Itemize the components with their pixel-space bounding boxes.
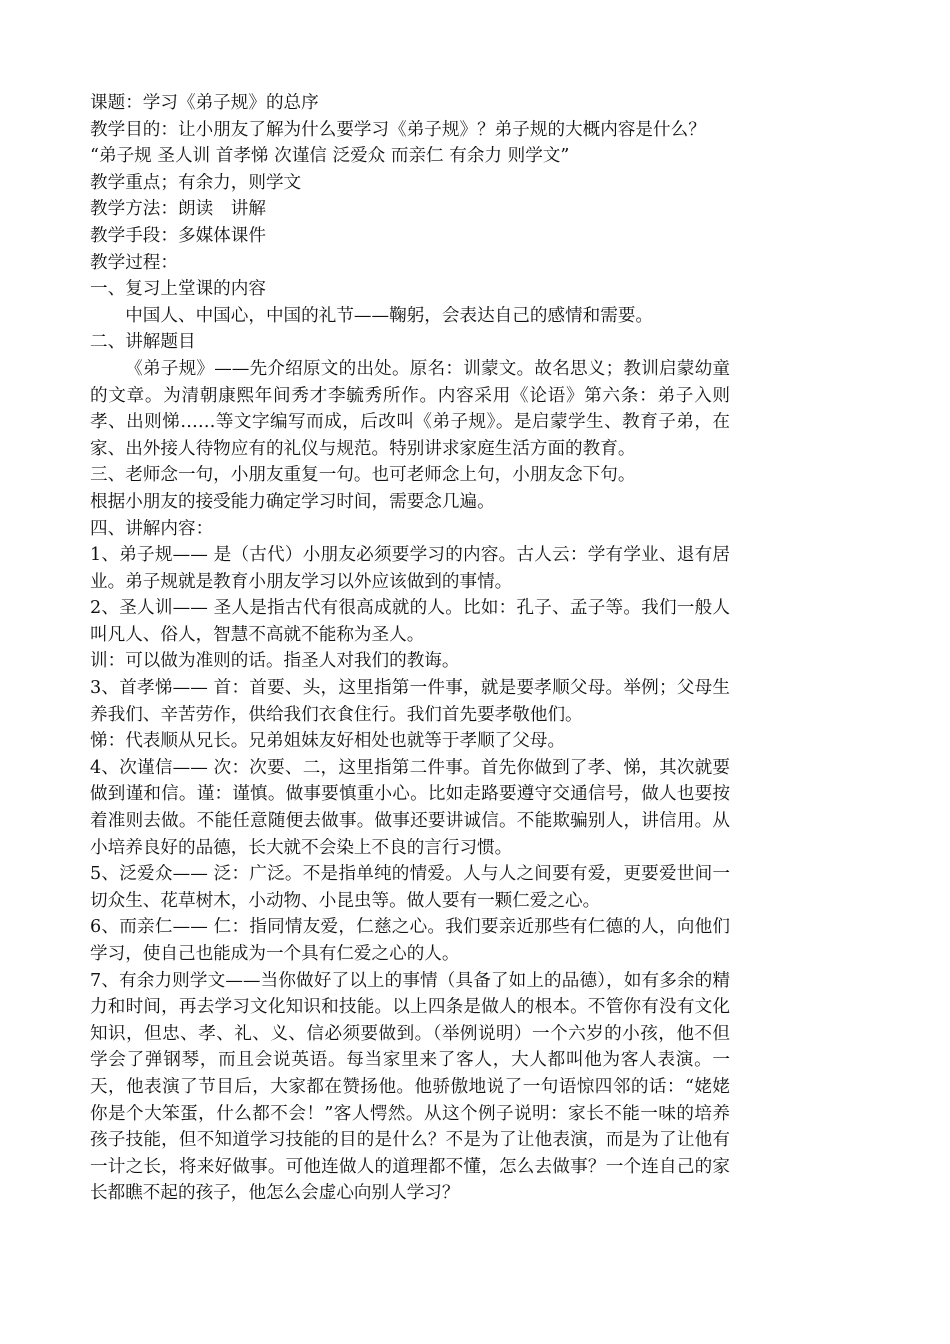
item-5-fanaizhong: 5、泛爱众—— 泛：广泛。不是指单纯的情爱。人与人之间要有爱，更要爱世间一切众生、花草树木，小动物、小昆虫等。做人要有一颗仁爱之心。 bbox=[90, 864, 730, 911]
item-4-cijinxin: 4、次谨信—— 次：次要、二，这里指第二件事。首先你做到了孝、悌，其次就要做到谨和信。谨：谨慎。做事要慎重小心。比如走路要遵守交通信号，做人也要按着准则去做。不能任意随便去做事。做事还要讲诚信。不能欺骗别人，讲信用。从小培养良好的品德，长大就不会染上不良的言行习惯。 bbox=[90, 757, 730, 858]
item-2-xun-note: 训：可以做为准则的话。指圣人对我们的教诲。 bbox=[90, 651, 460, 672]
section-two-heading: 二、讲解题目 bbox=[90, 332, 196, 353]
teaching-process-heading: 教学过程： bbox=[90, 252, 178, 273]
item-6-erqinren: 6、而亲仁—— 仁：指同情友爱，仁慈之心。我们要亲近那些有仁德的人，向他们学习，使自己也能成为一个具有仁爱之心的人。 bbox=[90, 917, 730, 964]
verse-quote: “弟子规 圣人训 首孝悌 次谨信 泛爱众 而亲仁 有余力 则学文” bbox=[90, 146, 570, 167]
section-one-heading: 一、复习上堂课的内容 bbox=[90, 279, 266, 300]
teaching-method: 教学方法：朗读 讲解 bbox=[90, 199, 266, 220]
teaching-means: 教学手段：多媒体课件 bbox=[90, 225, 266, 246]
item-2-shengrenxun: 2、圣人训—— 圣人是指古代有很高成就的人。比如：孔子、孟子等。我们一般人叫凡人、俗人，智慧不高就不能称为圣人。 bbox=[90, 598, 730, 645]
item-7-youyuli: 7、有余力则学文——当你做好了以上的事情（具备了如上的品德），如有多余的精力和时间，再去学习文化知识和技能。以上四条是做人的根本。不管你有没有文化知识，但忠、孝、礼、义、信必须要做到。（举例说明）一个六岁的小孩，他不但学会了弹钢琴，而且会说英语。每当家里来了客人，大人都叫他为客人表演。一天，他表演了节目后，大家都在赞扬他。他骄傲地说了一句语惊四邻的话：“姥姥你是个大笨蛋，什么都不会！”客人愕然。从这个例子说明：家长不能一味的培养孩子技能，但不知道学习技能的目的是什么？不是为了让他表演，而是为了让他有一计之长，将来好做事。可他连做人的道理都不懂，怎么去做事？一个连自己的家长都瞧不起的孩子，他怎么会虚心向别人学习？ bbox=[90, 970, 730, 1204]
teaching-focus: 教学重点；有余力，则学文 bbox=[90, 172, 302, 193]
section-four-heading: 四、讲解内容： bbox=[90, 518, 214, 539]
item-3-shouxiaoti: 3、首孝悌—— 首：首要、头，这里指第一件事，就是要孝顺父母。举例；父母生养我们、辛苦劳作，供给我们衣食住行。我们首先要孝敬他们。 bbox=[90, 678, 730, 725]
item-1-dizigui: 1、弟子规—— 是（古代）小朋友必须要学习的内容。古人云：学有学业、退有居业。弟子规就是教育小朋友学习以外应该做到的事情。 bbox=[90, 545, 730, 592]
teaching-goal: 教学目的：让小朋友了解为什么要学习《弟子规》？弟子规的大概内容是什么？ bbox=[90, 119, 706, 140]
section-three-body: 根据小朋友的接受能力确定学习时间，需要念几遍。 bbox=[90, 491, 495, 512]
section-one-body: 中国人、中国心，中国的礼节——鞠躬，会表达自己的感情和需要。 bbox=[125, 305, 654, 326]
section-three-heading: 三、老师念一句，小朋友重复一句。也可老师念上句，小朋友念下句。 bbox=[90, 465, 636, 486]
lesson-title: 课题：学习《弟子规》的总序 bbox=[90, 93, 319, 113]
section-two-body: 《弟子规》——先介绍原文的出处。原名：训蒙文。故名思义；教训启蒙幼童的文章。为清朝康熙年间秀才李毓秀所作。内容采用《论语》第六条：弟子入则孝、出则悌……等文字编写而成，后改叫《弟子规》。是启蒙学生、教育子弟，在家、出外接人待物应有的礼仪与规范。特别讲求家庭生活方面的教育。 bbox=[90, 358, 730, 459]
item-3-ti-note: 悌：代表顺从兄长。兄弟姐妹友好相处也就等于孝顺了父母。 bbox=[90, 731, 566, 752]
document-body bbox=[90, 90, 730, 1207]
